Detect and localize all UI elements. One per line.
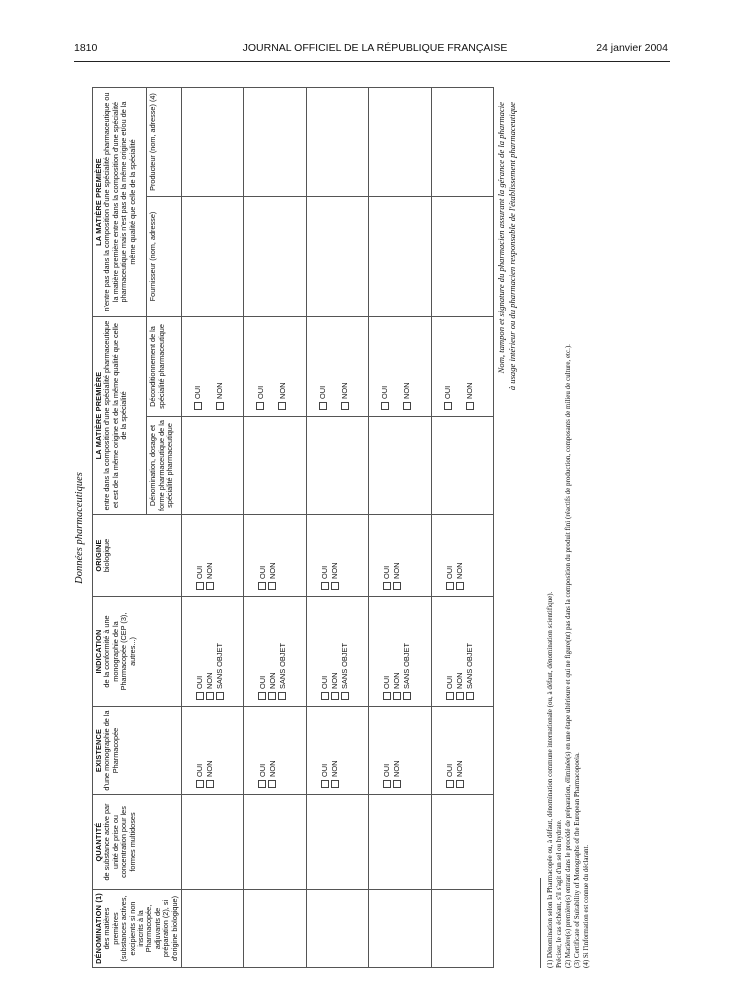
cell-mp1-deconditionnement [431,317,493,417]
signature-line-1: Nom, tampon et signature du pharmacien assurant la gérance de la pharmacie [496,102,506,374]
cell-indication [244,597,306,707]
cell-mp1-denomination[interactable] [306,417,368,515]
checkbox-option[interactable] [341,600,349,700]
checkbox-icon[interactable] [446,692,454,700]
checkbox-option[interactable] [216,320,224,410]
checkbox-label: OUI [320,675,330,689]
checkbox-option[interactable] [216,600,224,700]
checkbox-label: NON [267,760,277,777]
checkbox-icon[interactable] [206,692,214,700]
checkbox-option[interactable] [383,710,391,788]
checkbox-option[interactable] [196,518,204,590]
checkbox-icon[interactable] [268,780,276,788]
col-mp2-sub-b: Producteur (nom, adresse) (4) [147,87,182,196]
table-row [431,87,493,967]
checkbox-label: OUI [257,565,267,579]
checkbox-label: OUI [318,385,328,399]
checkbox-icon[interactable] [196,582,204,590]
checkbox-option[interactable] [258,600,266,700]
cell-mp2-fournisseur[interactable] [306,197,368,317]
checkbox-option[interactable] [268,518,276,590]
cell-origine [181,515,243,597]
checkbox-option[interactable] [321,600,329,700]
cell-denomination[interactable] [244,890,306,968]
table-row [181,87,243,967]
cell-quantite[interactable] [244,795,306,890]
checkbox-option[interactable] [393,710,401,788]
checkbox-option[interactable] [403,600,411,700]
checkbox-label: NON [330,760,340,777]
col-mp1-sub-b: Déconditionnement de la spécialité pharmaceutique [147,317,182,417]
checkbox-option[interactable] [278,600,286,700]
checkbox-option[interactable] [456,518,464,590]
checkbox-label: OUI [257,675,267,689]
checkbox-label: SANS OBJET [340,643,350,689]
checkbox-option[interactable] [196,600,204,700]
checkbox-icon[interactable] [278,692,286,700]
checkbox-label: NON [205,760,215,777]
signature-block [496,102,517,390]
col-mp2-header: LA MATIÈRE PREMIÈRE n'entre pas dans la composition d'une spécialité pharmaceutique ou la matière première entre dans la composition d'une spécialité pharmaceutique mais n'est pas de la même origine et/ou de la même qualité que celle de la spécialité [93,87,147,316]
cell-origine [306,515,368,597]
checkbox-label: NON [454,562,464,579]
checkbox-label: OUI [320,565,330,579]
rotated-page-content [66,88,626,968]
cell-indication [181,597,243,707]
checkbox-option[interactable] [258,710,266,788]
cell-quantite[interactable] [369,795,431,890]
checkbox-option[interactable] [206,600,214,700]
cell-mp1-denomination[interactable] [181,417,243,515]
cell-mp2-producteur[interactable] [244,87,306,196]
checkbox-option[interactable] [256,320,264,410]
checkbox-option[interactable] [446,710,454,788]
checkbox-label: OUI [195,763,205,777]
cell-origine [244,515,306,597]
cell-mp2-fournisseur[interactable] [181,197,243,317]
cell-origine [369,515,431,597]
cell-mp1-deconditionnement [306,317,368,417]
cell-indication [306,597,368,707]
cell-mp1-deconditionnement [244,317,306,417]
cell-mp1-denomination[interactable] [369,417,431,515]
col-mp2-sub-a: Fournisseur (nom, adresse) [147,197,182,317]
checkbox-label: OUI [195,675,205,689]
checkbox-option[interactable] [403,320,411,410]
footnote: (1) Dénomination selon la Pharmacopée ou, à défaut, dénomination commune internationale (ou, à défaut, dénomination scientifique). [546,591,554,968]
checkbox-label: NON [267,562,277,579]
checkbox-label: NON [205,562,215,579]
checkbox-icon[interactable] [393,582,401,590]
checkbox-label: NON [392,672,402,689]
checkbox-label: SANS OBJET [402,643,412,689]
checkbox-icon[interactable] [341,692,349,700]
checkbox-label: SANS OBJET [215,643,225,689]
checkbox-icon[interactable] [196,692,204,700]
checkbox-option[interactable] [331,600,339,700]
checkbox-icon[interactable] [331,780,339,788]
cell-mp1-denomination[interactable] [244,417,306,515]
declaration-table [92,87,494,968]
table-body [181,87,493,967]
checkbox-icon[interactable] [216,692,224,700]
checkbox-option[interactable] [196,710,204,788]
cell-mp2-producteur[interactable] [431,87,493,196]
col-mp1-header: LA MATIÈRE PREMIÈRE entre dans la composition d'une spécialité pharmaceutique et est de la même origine et de la même qualité que celle de la spécialité [93,317,147,515]
checkbox-label: OUI [444,763,454,777]
checkbox-icon[interactable] [321,582,329,590]
checkbox-option[interactable] [206,518,214,590]
checkbox-icon[interactable] [268,692,276,700]
table-row [306,87,368,967]
checkbox-label: OUI [382,675,392,689]
checkbox-option[interactable] [331,518,339,590]
checkbox-option[interactable] [383,518,391,590]
table-row [369,87,431,967]
checkbox-icon[interactable] [216,402,224,410]
signature-line-2: à usage intérieur ou du pharmacien responsable de l'établissement pharmaceutique [506,102,517,391]
col-denomination-header: DÉNOMINATION (1) des matières premières (substances actives, excipients si non inscrits à la Pharmacopée, adjuvants de préparation (2), si d'origine biologique) [93,890,182,968]
cell-existence [306,707,368,795]
checkbox-option[interactable] [206,710,214,788]
checkbox-label: OUI [380,385,390,399]
checkbox-icon[interactable] [341,402,349,410]
checkbox-icon[interactable] [403,402,411,410]
checkbox-label: NON [392,562,402,579]
checkbox-icon[interactable] [206,582,214,590]
cell-quantite[interactable] [306,795,368,890]
cell-denomination[interactable] [306,890,368,968]
table-row [244,87,306,967]
checkbox-icon[interactable] [456,780,464,788]
journal-title: JOURNAL OFFICIEL DE LA RÉPUBLIQUE FRANÇAISE [242,42,508,54]
footnote: Préciser, le cas échéant, s'il s'agit d'un sel ou hydrate. [555,819,564,968]
cell-origine [431,515,493,597]
checkbox-option[interactable] [466,320,474,410]
checkbox-icon[interactable] [258,582,266,590]
checkbox-label: NON [330,672,340,689]
checkbox-option[interactable] [321,518,329,590]
checkbox-label: NON [215,382,225,399]
checkbox-icon[interactable] [466,402,474,410]
cell-mp2-fournisseur[interactable] [431,197,493,317]
checkbox-icon[interactable] [321,780,329,788]
checkbox-icon[interactable] [466,692,474,700]
checkbox-icon[interactable] [206,780,214,788]
checkbox-label: NON [454,672,464,689]
cell-quantite[interactable] [431,795,493,890]
checkbox-label: OUI [255,385,265,399]
checkbox-label: NON [267,672,277,689]
checkbox-label: NON [454,760,464,777]
checkbox-icon[interactable] [456,582,464,590]
checkbox-icon[interactable] [393,692,401,700]
checkbox-icon[interactable] [381,402,389,410]
cell-mp2-fournisseur[interactable] [244,197,306,317]
checkbox-icon[interactable] [194,402,202,410]
checkbox-label: OUI [195,565,205,579]
checkbox-icon[interactable] [446,582,454,590]
checkbox-icon[interactable] [278,402,286,410]
checkbox-option[interactable] [446,600,454,700]
cell-mp2-producteur[interactable] [306,87,368,196]
footnote-rule [540,878,541,968]
checkbox-icon[interactable] [393,780,401,788]
cell-denomination[interactable] [431,890,493,968]
cell-existence [431,707,493,795]
checkbox-icon[interactable] [444,402,452,410]
checkbox-icon[interactable] [331,582,339,590]
cell-mp1-deconditionnement [369,317,431,417]
checkbox-option[interactable] [331,710,339,788]
checkbox-icon[interactable] [196,780,204,788]
checkbox-label: OUI [382,763,392,777]
cell-denomination[interactable] [181,890,243,968]
footnote: (4) Si l'information est connue du déclarant. [582,844,591,968]
checkbox-icon[interactable] [446,780,454,788]
checkbox-option[interactable] [278,320,286,410]
checkbox-option[interactable] [393,518,401,590]
checkbox-label: SANS OBJET [277,643,287,689]
checkbox-icon[interactable] [319,402,327,410]
checkbox-icon[interactable] [258,780,266,788]
publication-date: 24 janvier 2004 [596,42,668,54]
checkbox-label: SANS OBJET [464,643,474,689]
checkbox-option[interactable] [446,518,454,590]
checkbox-option[interactable] [383,600,391,700]
cell-indication [369,597,431,707]
checkbox-icon[interactable] [403,692,411,700]
checkbox-icon[interactable] [456,692,464,700]
cell-mp1-denomination[interactable] [431,417,493,515]
col-origine-header: ORIGINE biologique [93,515,182,597]
checkbox-option[interactable] [466,600,474,700]
checkbox-icon[interactable] [331,692,339,700]
checkbox-option[interactable] [393,600,401,700]
cell-existence [181,707,243,795]
checkbox-icon[interactable] [383,692,391,700]
col-quantite-header: QUANTITÉ de substance active par unité de prise ou concentration pour les formes multidoses [93,795,182,890]
footnote: (3) Certificate of Suitability of Monographs of the European Pharmacopoeia. [573,752,582,968]
checkbox-label: OUI [444,565,454,579]
checkbox-label: NON [464,382,474,399]
cell-existence [244,707,306,795]
checkbox-icon[interactable] [258,692,266,700]
checkbox-option[interactable] [268,600,276,700]
checkbox-option[interactable] [194,320,202,410]
checkbox-label: NON [330,562,340,579]
checkbox-icon[interactable] [268,582,276,590]
cell-mp1-deconditionnement [181,317,243,417]
checkbox-label: NON [205,672,215,689]
checkbox-option[interactable] [341,320,349,410]
checkbox-label: NON [392,760,402,777]
checkbox-icon[interactable] [256,402,264,410]
checkbox-label: OUI [320,763,330,777]
checkbox-option[interactable] [319,320,327,410]
cell-mp2-producteur[interactable] [181,87,243,196]
checkbox-label: NON [277,382,287,399]
checkbox-option[interactable] [381,320,389,410]
cell-existence [369,707,431,795]
checkbox-option[interactable] [456,710,464,788]
cell-indication [431,597,493,707]
footnote: (2) Matière(s) première(s) entrant dans le procédé de préparation, éliminée(s) en une étape ultérieure et qui ne figure(nt) pas dans la composition du produit fini (réactifs de production, composants de milieu de culture, etc.). [564,344,573,968]
page-number: 1810 [74,42,98,54]
checkbox-icon[interactable] [383,582,391,590]
checkbox-option[interactable] [268,710,276,788]
cell-denomination[interactable] [369,890,431,968]
checkbox-label: NON [402,382,412,399]
checkbox-option[interactable] [321,710,329,788]
checkbox-label: OUI [257,763,267,777]
cell-mp2-fournisseur[interactable] [369,197,431,317]
checkbox-label: OUI [444,675,454,689]
section-title: Données pharmaceutiques [74,472,85,584]
cell-mp2-producteur[interactable] [369,87,431,196]
checkbox-option[interactable] [258,518,266,590]
cell-quantite[interactable] [181,795,243,890]
checkbox-option[interactable] [456,600,464,700]
checkbox-icon[interactable] [383,780,391,788]
col-mp1-sub-a: Dénomination, dosage et forme pharmaceutique de la spécialité pharmaceutique [147,417,182,515]
header-rule [74,61,670,62]
checkbox-option[interactable] [444,320,452,410]
col-existence-header: EXISTENCE d'une monographie de la Pharmacopée [93,707,182,795]
checkbox-label: OUI [442,385,452,399]
checkbox-label: OUI [193,385,203,399]
page-header [0,42,750,58]
col-indication-header: INDICATION de la conformité à une monographie de la Pharmacopée (CEP (3), autres...) [93,597,182,707]
checkbox-icon[interactable] [321,692,329,700]
footnotes [546,108,591,968]
checkbox-label: OUI [382,565,392,579]
checkbox-label: NON [340,382,350,399]
header-row [93,87,147,967]
